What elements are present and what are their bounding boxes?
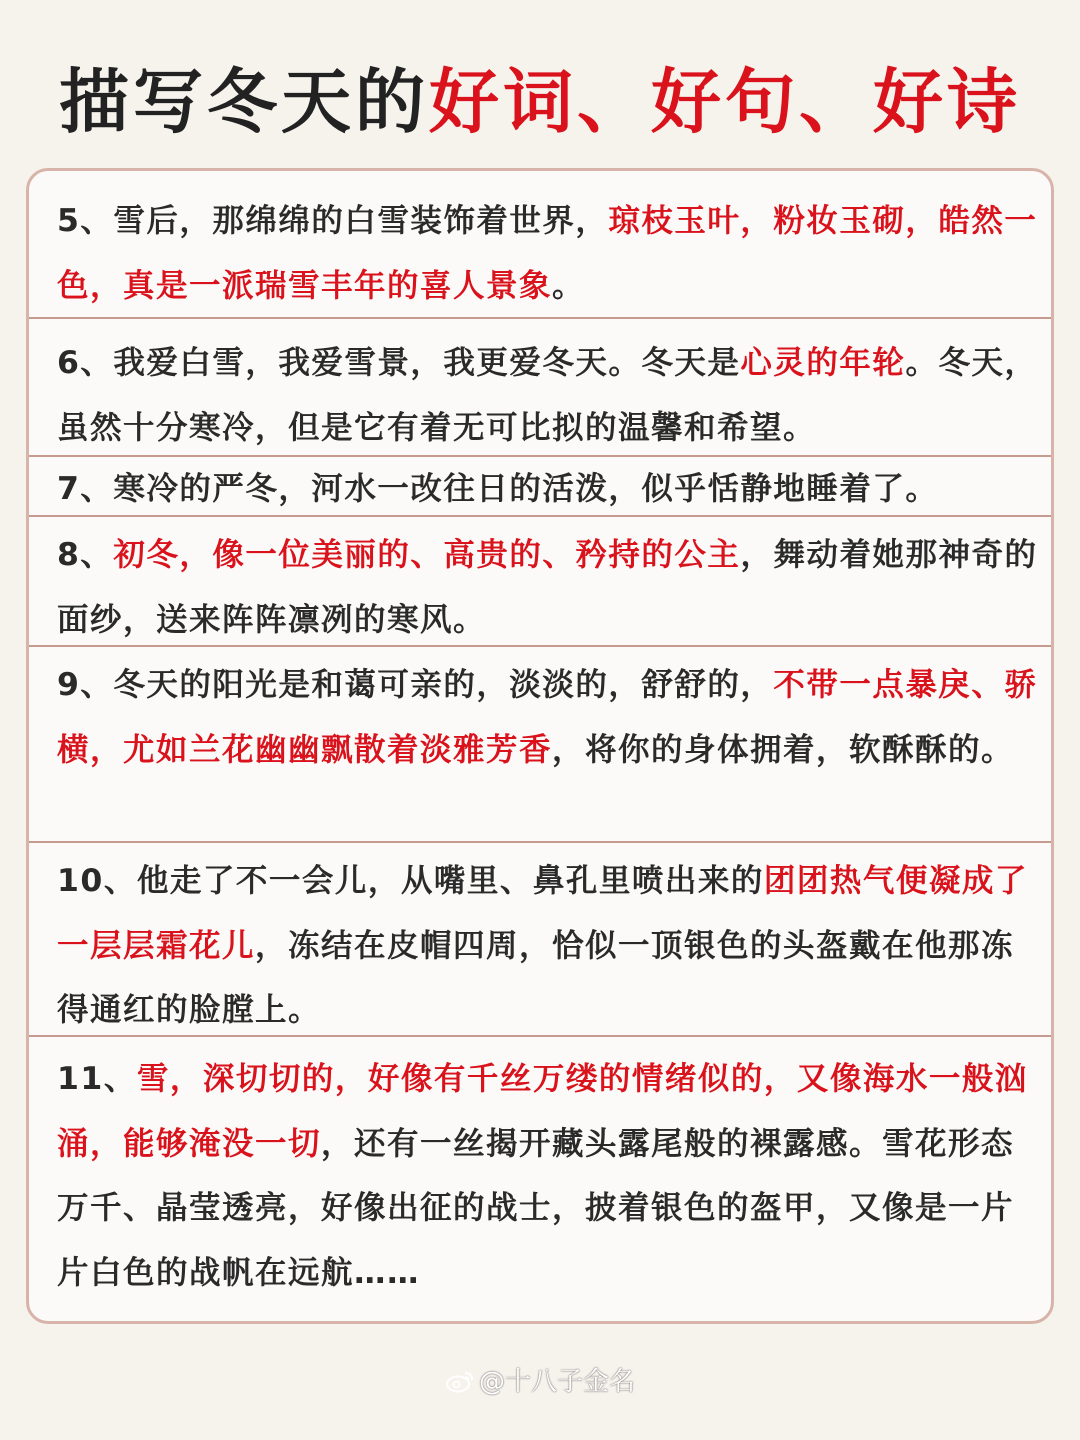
content-card: [26, 168, 1054, 1324]
highlight-text: 初冬，像一位美丽的、高贵的、矜持的公主: [113, 537, 741, 573]
highlight-text: 雪，深切切的，好像有千丝万缕的情绪似的，又像海水一般汹涌，能够淹没一切: [57, 1061, 1028, 1162]
body-text: 9、冬天的阳光是和蔼可亲的，淡淡的，舒舒的，: [57, 667, 774, 703]
highlight-text: 琼枝玉叶，粉妆玉砌，皓然一色，真是一派瑞雪丰年的喜人景象: [57, 203, 1038, 304]
weibo-icon: [445, 1369, 475, 1393]
title-dark: 描写冬天的: [59, 61, 429, 143]
body-text: 。: [552, 267, 586, 304]
entry-row: [29, 171, 1051, 319]
body-text: 8、: [57, 537, 114, 573]
entry-text: [57, 331, 1043, 460]
entry-row: [29, 647, 1051, 843]
entry-row: [29, 843, 1051, 1037]
highlight-text: 不带一点暴戾、骄横，尤如兰花幽幽飘散着淡雅芳香: [57, 667, 1038, 768]
page-title: [0, 52, 1080, 152]
body-text: ，还有一丝揭开藏头露尾般的裸露感。雪花形态万千、晶莹透亮，好像出征的战士，披着银色的盔甲，又像是一片片白色的战帆在远航……: [57, 1125, 1015, 1291]
watermark: [0, 1362, 1080, 1402]
entry-text: [57, 1047, 1043, 1305]
entry-text: [57, 653, 1043, 782]
entry-row: [29, 517, 1051, 647]
entry-row: [29, 319, 1051, 457]
title-red: 好词、好句、好诗: [429, 61, 1021, 143]
entry-text: [57, 189, 1043, 318]
highlight-text: 心灵的年轮: [740, 345, 906, 381]
body-text: ，舞动着她那神奇的面纱，送来阵阵凛冽的寒风。: [57, 537, 1038, 638]
body-text: 7、寒冷的严冬，河水一改往日的活泼，似乎恬静地睡着了。: [57, 471, 939, 507]
entry-row: [29, 457, 1051, 517]
entry-row: [29, 1037, 1051, 1321]
body-text: 6、我爱白雪，我爱雪景，我更爱冬天。冬天是: [57, 345, 741, 381]
body-text: 10、他走了不一会儿，从嘴里、鼻孔里喷出来的: [57, 863, 764, 899]
body-text: ，冻结在皮帽四周，恰似一顶银色的头盔戴在他那冻得通红的脸膛上。: [57, 927, 1015, 1028]
entry-text: [57, 849, 1043, 1043]
body-text: 5、雪后，那绵绵的白雪装饰着世界，: [57, 203, 609, 239]
body-text: 11、: [57, 1061, 137, 1097]
watermark-text: @十八子金名: [478, 1367, 635, 1397]
body-text: 。冬天，虽然十分寒冷，但是它有着无可比拟的温馨和希望。: [57, 345, 1038, 446]
entry-text: [57, 523, 1043, 652]
body-text: ，将你的身体拥着，软酥酥的。: [552, 731, 1015, 768]
highlight-text: 团团热气便凝成了一层层霜花儿: [57, 863, 1028, 964]
entry-text: [57, 457, 1043, 522]
